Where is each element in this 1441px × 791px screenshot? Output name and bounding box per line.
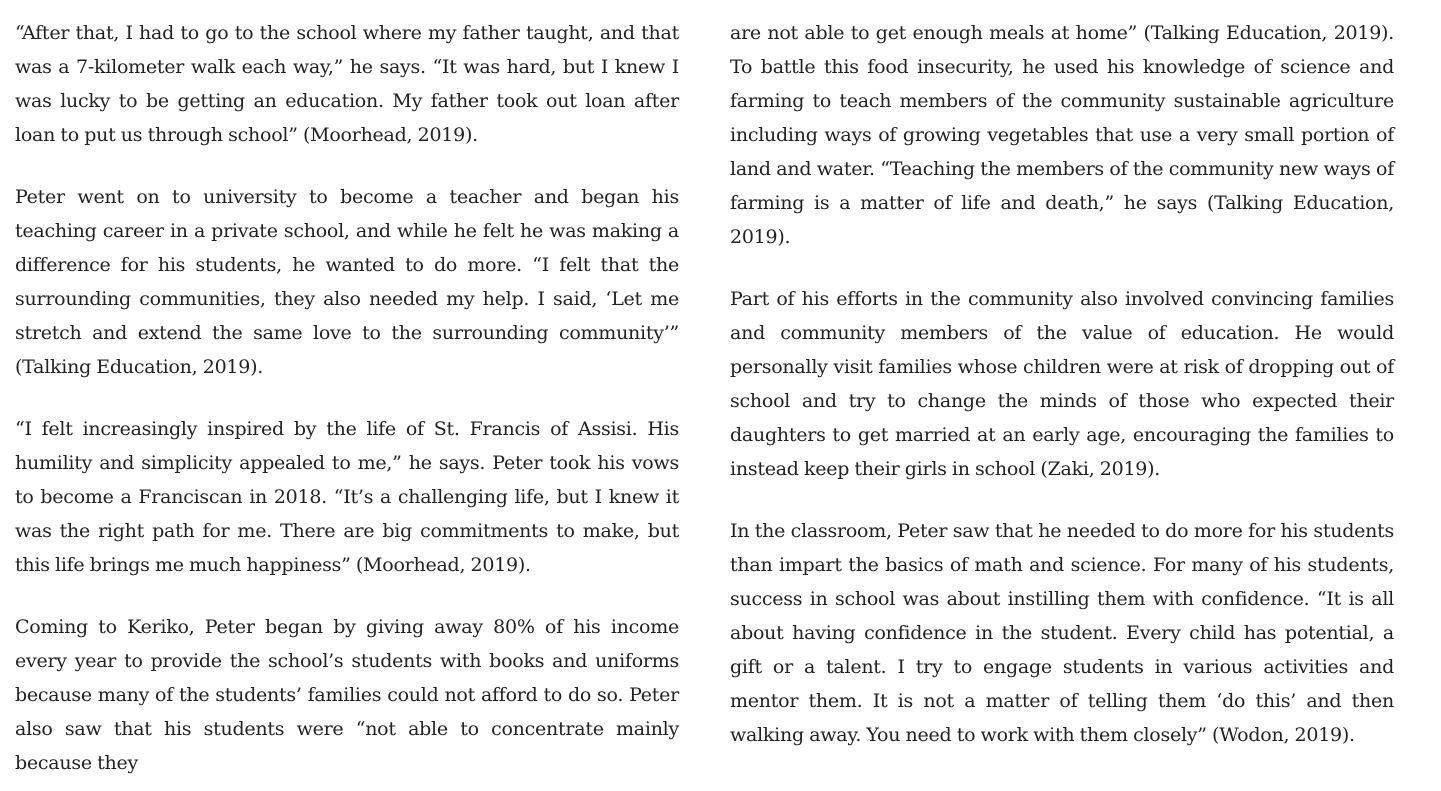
right-column (730, 16, 1394, 780)
article-body (15, 16, 1395, 780)
left-column (15, 16, 679, 780)
paragraph-community-efforts: Part of his efforts in the community also involved convincing families and community members of the value of education. He would personally visit families whose children were at risk of dropping out of school and try to change the minds of those who expected their daughters to get married at an early age, encouraging the families to instead keep their girls in school (Zaki, 2019). (730, 288, 1394, 480)
paragraph-school-walk: “After that, I had to go to the school where my father taught, and that was a 7-kilometer walk each way,” he says. “It was hard, but I knew I was lucky to be getting an education. My father took out loan after loan to put us through school” (Moorhead, 2019). (15, 22, 679, 146)
paragraph-food-insecurity: are not able to get enough meals at home” (Talking Education, 2019). To battle this food insecurity, he used his knowledge of science and farming to teach members of the community sustainable agriculture including ways of growing vegetables that use a very small portion of land and water. “Teaching the members of the community new ways of farming is a matter of life and death,” he says (Talking Education, 2019). (730, 22, 1394, 248)
paragraph-franciscan: “I felt increasingly inspired by the life of St. Francis of Assisi. His humility and simplicity appealed to me,” he says. Peter took his vows to become a Franciscan in 2018. “It’s a challenging life, but I knew it was the right path for me. There are big commitments to make, but this life brings me much happiness” (Moorhead, 2019). (15, 418, 679, 576)
paragraph-keriko-income: Coming to Keriko, Peter began by giving away 80% of his income every year to provide the school’s students with books and uniforms because many of the students’ families could not afford to do so. Peter also saw that his students were “not able to concentrate mainly because they (15, 616, 679, 774)
paragraph-teaching-career: Peter went on to university to become a teacher and began his teaching career in a private school, and while he felt he was making a difference for his students, he wanted to do more. “I felt that the surrounding communities, they also needed my help. I said, ‘Let me stretch and extend the same love to the surrounding community’” (Talking Education, 2019). (15, 186, 679, 378)
paragraph-classroom-confidence: In the classroom, Peter saw that he needed to do more for his students than impart the basics of math and science. For many of his students, success in school was about instilling them with confidence. “It is all about having confidence in the student. Every child has potential, a gift or a talent. I try to engage students in various activities and mentor them. It is not a matter of telling them ‘do this’ and then walking away. You need to work with them closely” (Wodon, 2019). (730, 520, 1394, 746)
